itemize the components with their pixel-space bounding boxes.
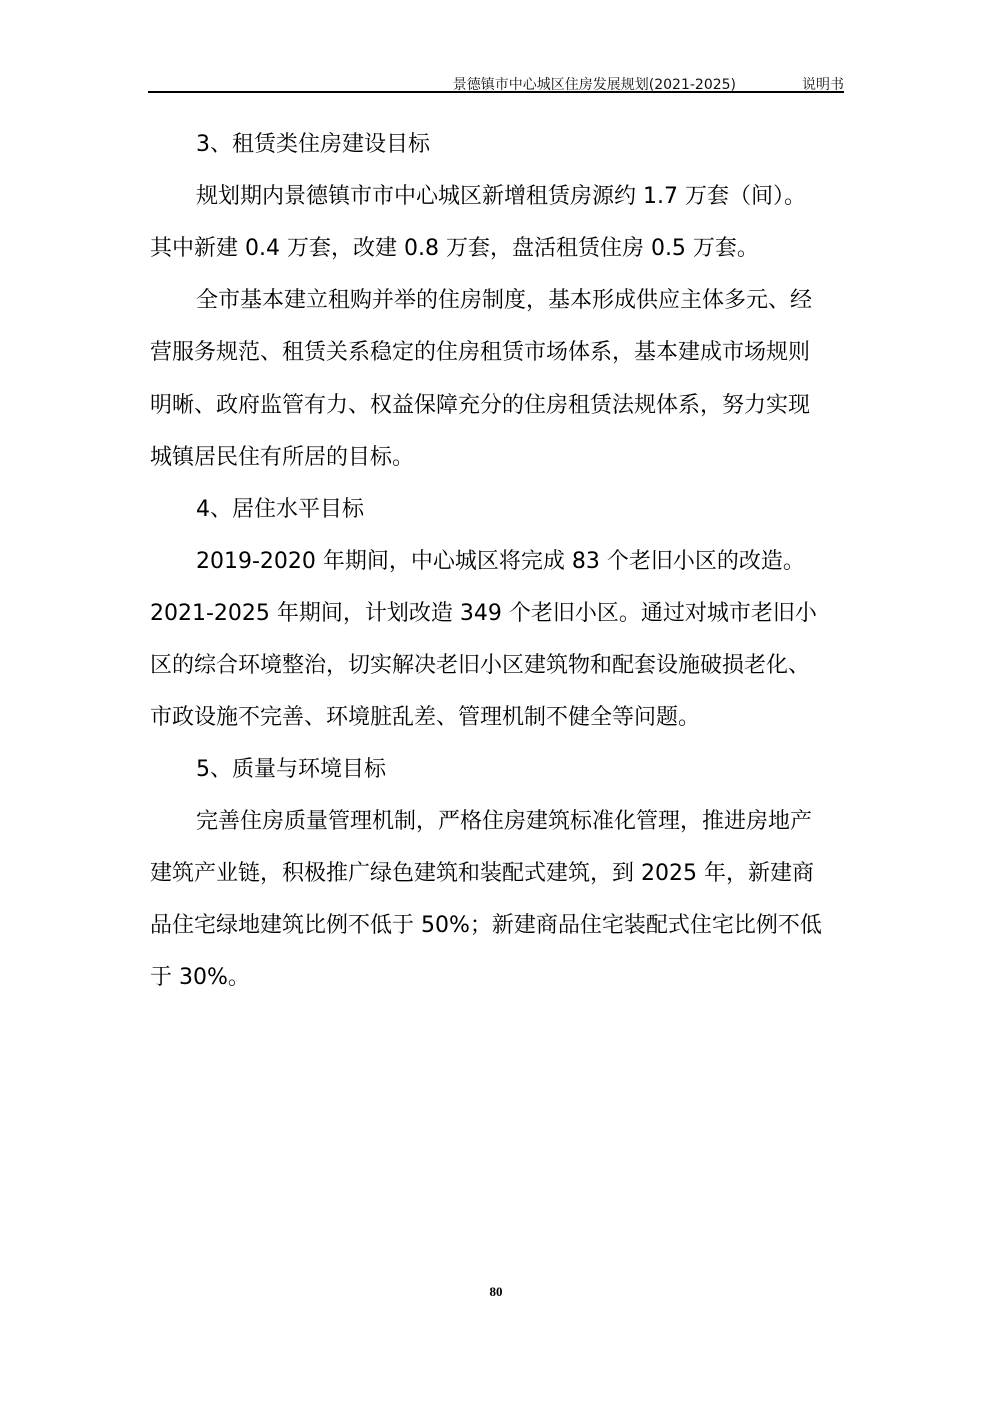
heading-living-standard: 4、居住水平目标 bbox=[196, 497, 364, 522]
heading-quality-environment: 5、质量与环境目标 bbox=[196, 757, 386, 782]
paragraph-line: 市政设施不完善、环境脏乱差、管理机制不健全等问题。 bbox=[150, 705, 701, 730]
paragraph-line: 其中新建 0.4 万套，改建 0.8 万套，盘活租赁住房 0.5 万套。 bbox=[150, 236, 759, 261]
paragraph-line: 城镇居民住有所居的目标。 bbox=[150, 445, 415, 470]
heading-rental-housing: 3、租赁类住房建设目标 bbox=[196, 132, 430, 157]
page-number: 80 bbox=[489, 1284, 503, 1299]
paragraph-line: 建筑产业链，积极推广绿色建筑和装配式建筑，到 2025 年，新建商 bbox=[150, 861, 814, 886]
paragraph-line: 营服务规范、租赁关系稳定的住房租赁市场体系，基本建成市场规则 bbox=[150, 340, 811, 365]
paragraph-line: 于 30%。 bbox=[150, 965, 250, 990]
paragraph-line: 规划期内景德镇市市中心城区新增租赁房源约 1.7 万套（间）。 bbox=[196, 184, 806, 209]
header-title: 景德镇市中心城区住房发展规划(2021-2025) bbox=[452, 77, 736, 93]
paragraph-line: 完善住房质量管理机制，严格住房建筑标准化管理，推进房地产 bbox=[196, 809, 813, 834]
paragraph-line: 品住宅绿地建筑比例不低于 50%；新建商品住宅装配式住宅比例不低 bbox=[150, 913, 822, 938]
paragraph-line: 2021-2025 年期间，计划改造 349 个老旧小区。通过对城市老旧小 bbox=[150, 601, 817, 626]
header-rule bbox=[148, 91, 844, 93]
paragraph-line: 2019-2020 年期间，中心城区将完成 83 个老旧小区的改造。 bbox=[196, 549, 805, 574]
header-doc-type: 说明书 bbox=[802, 77, 844, 93]
paragraph-line: 区的综合环境整治，切实解决老旧小区建筑物和配套设施破损老化、 bbox=[150, 653, 811, 678]
paragraph-line: 全市基本建立租购并举的住房制度，基本形成供应主体多元、经 bbox=[196, 288, 813, 313]
paragraph-line: 明晰、政府监管有力、权益保障充分的住房租赁法规体系，努力实现 bbox=[150, 393, 811, 418]
